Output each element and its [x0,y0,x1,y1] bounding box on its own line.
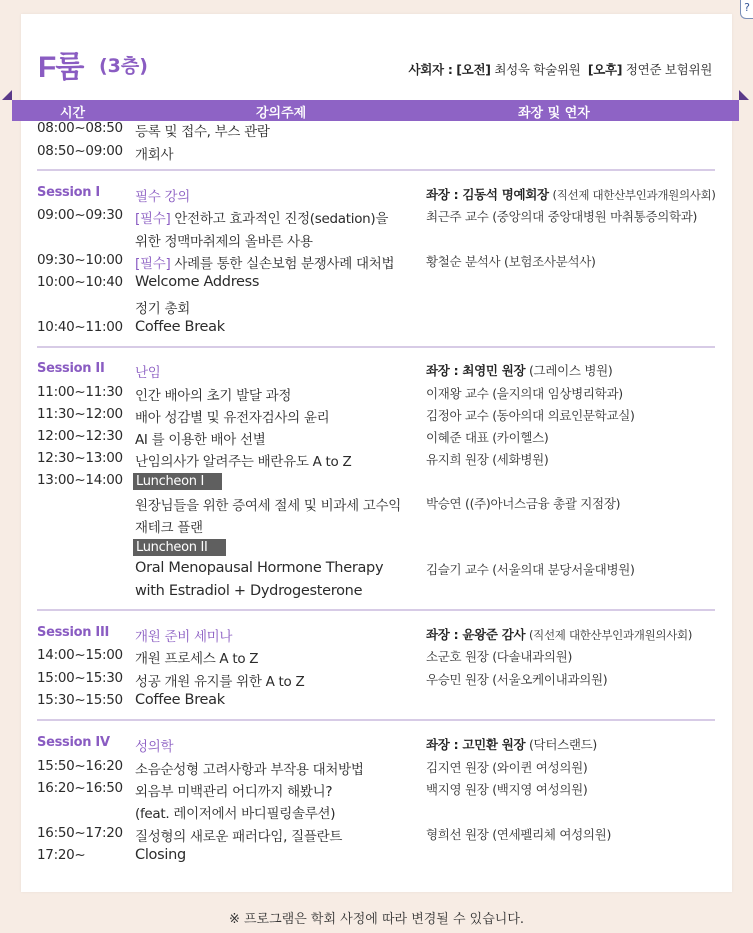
footnote: ※ 프로그램은 학회 사정에 따라 변경될 수 있습니다. [228,912,525,927]
row-time: 09:30~10:00 [37,252,123,268]
session-title: 난임 [135,365,161,381]
room-title: F룸 [38,51,84,84]
row-topic: Coffee Break [135,692,225,708]
session-title: 성의학 [135,739,174,755]
session-label: Session IV [37,735,110,750]
row-topic: 배아 성감별 및 유전자검사의 윤리 [135,410,330,426]
topic-line: 정기 총회 [135,301,190,317]
table-header [12,100,739,121]
required-tag: [필수] [135,211,171,227]
session-label: Session III [37,625,110,640]
topic-line: (feat. 레이저에서 바디필링솔루션) [135,806,336,822]
row-topic: Coffee Break [135,319,225,335]
section-divider [37,719,715,721]
section-divider [37,169,715,171]
row-time: 11:00~11:30 [37,384,123,400]
row-time: 10:00~10:40 [37,274,123,290]
row-time: 13:00~14:00 [37,472,123,488]
row-topic: Closing [135,847,186,863]
row-speaker: 김정아 교수 (동아의대 의료인문학교실) [426,408,635,423]
row-speaker: 형희선 원장 (연세펠리체 여성의원) [426,827,612,842]
row-topic: 성공 개원 유지를 위한 A to Z [135,674,305,690]
topic-line: 사례를 통한 실손보험 분쟁사례 대처법 [170,256,395,272]
header-topic: 강의주제 [256,106,307,121]
session-label: Session I [37,185,100,200]
row-topic: 개회사 [135,147,174,163]
row-topic [135,207,388,227]
program-card [21,14,732,892]
session-chair [426,625,692,643]
row-speaker: 황철순 분석사 (보험조사분석사) [426,254,596,269]
topic-line: 원장님들을 위한 증여세 절세 및 비과세 고수익 [135,498,402,514]
row-time: 11:30~12:00 [37,406,123,422]
chair-org: (직선제 대한산부인과개원의사회) [528,628,693,642]
row-speaker: 이혜준 대표 (카이헬스) [426,430,549,445]
row-topic: AI 를 이용한 배아 선별 [135,432,266,448]
row-topic: 외음부 미백관리 어디까지 해봤니? [135,784,333,800]
moderator-am-tag: [오전] [456,62,491,77]
header-time: 시간 [60,106,86,121]
chair-org: (닥터스랜드) [528,737,597,752]
chair-name: 좌장 : 윤왕준 감사 [426,627,526,642]
section-divider [37,346,715,348]
session-title: 개원 준비 세미나 [135,629,233,645]
session-title: 필수 강의 [135,189,190,205]
chair-org: (그레이스 병원) [528,363,613,378]
row-time: 16:20~16:50 [37,780,123,796]
chair-name: 좌장 : 김동석 명예회장 [426,187,549,202]
topic-line: 위한 정맥마취제의 올바른 사용 [135,234,313,250]
session-chair [426,735,597,753]
row-speaker: 최근주 교수 (중앙의대 중앙대병원 마취통증의학과) [426,209,698,224]
row-topic: Welcome Address [135,274,260,290]
section-divider [37,609,715,611]
row-speaker: 김슬기 교수 (서울의대 분당서울대병원) [426,562,635,577]
row-speaker: 유지희 원장 (세화병원) [426,452,549,467]
row-topic: 등록 및 접수, 부스 관람 [135,124,270,140]
chair-org: (직선제 대한산부인과개원의사회) [552,188,716,202]
required-tag: [필수] [135,256,171,272]
row-topic: 질성형의 새로운 패러다임, 질플란트 [135,829,343,845]
row-time: 09:00~09:30 [37,207,123,223]
topic-line: 재테크 플랜 [135,520,203,536]
row-time: 10:40~11:00 [37,319,123,335]
row-topic: 개원 프로세스 A to Z [135,651,259,667]
row-time: 15:30~15:50 [37,692,123,708]
room-floor: (3층) [99,55,148,77]
session-chair [426,361,612,379]
session-label: Session II [37,361,105,376]
corner-tab-icon[interactable]: ? [740,0,753,19]
header-chair: 좌장 및 연자 [518,106,590,121]
moderator-label: 사회자 : [408,62,453,77]
row-speaker: 백지영 원장 (백지영 여성의원) [426,782,588,797]
row-time: 15:00~15:30 [37,670,123,686]
moderator-am-name: 최성욱 학술위원 [494,62,581,77]
moderator-pm-tag: [오후] [587,62,623,77]
row-time: 15:50~16:20 [37,758,123,774]
row-time: 12:30~13:00 [37,450,123,466]
row-time: 14:00~15:00 [37,647,123,663]
luncheon-badge: Luncheon I [133,473,222,490]
chair-name: 좌장 : 최영민 원장 [426,363,526,378]
row-time: 12:00~12:30 [37,428,123,444]
moderator-info [409,60,713,78]
row-speaker: 소군호 원장 (다솔내과의원) [426,649,573,664]
row-speaker: 박승연 ((주)아너스금융 총괄 지점장) [426,496,621,511]
row-topic [135,252,394,272]
topic-line: 안전하고 효과적인 진정(sedation)을 [170,211,389,227]
row-time: 16:50~17:20 [37,825,123,841]
topic-line: with Estradiol + Dydrogesterone [135,583,363,599]
moderator-pm-name: 정연준 보험위원 [625,62,712,77]
row-speaker: 우승민 원장 (서울오케이내과의원) [426,672,608,687]
row-time: 08:50~09:00 [37,143,123,159]
row-time: 17:20~ [37,847,86,863]
session-chair [426,185,716,203]
row-time: 08:00~08:50 [37,120,123,136]
chair-name: 좌장 : 고민환 원장 [426,737,526,752]
topic-line: Oral Menopausal Hormone Therapy [135,560,384,576]
row-topic: 난임의사가 알려주는 배란유도 A to Z [135,454,352,470]
row-topic: 인간 배아의 초기 발달 과정 [135,388,292,404]
luncheon-badge: Luncheon II [133,539,226,556]
row-topic: 소음순성형 고려사항과 부작용 대처방법 [135,762,364,778]
row-speaker: 김지연 원장 (와이퀸 여성의원) [426,760,588,775]
row-speaker: 이재왕 교수 (을지의대 임상병리학과) [426,386,623,401]
